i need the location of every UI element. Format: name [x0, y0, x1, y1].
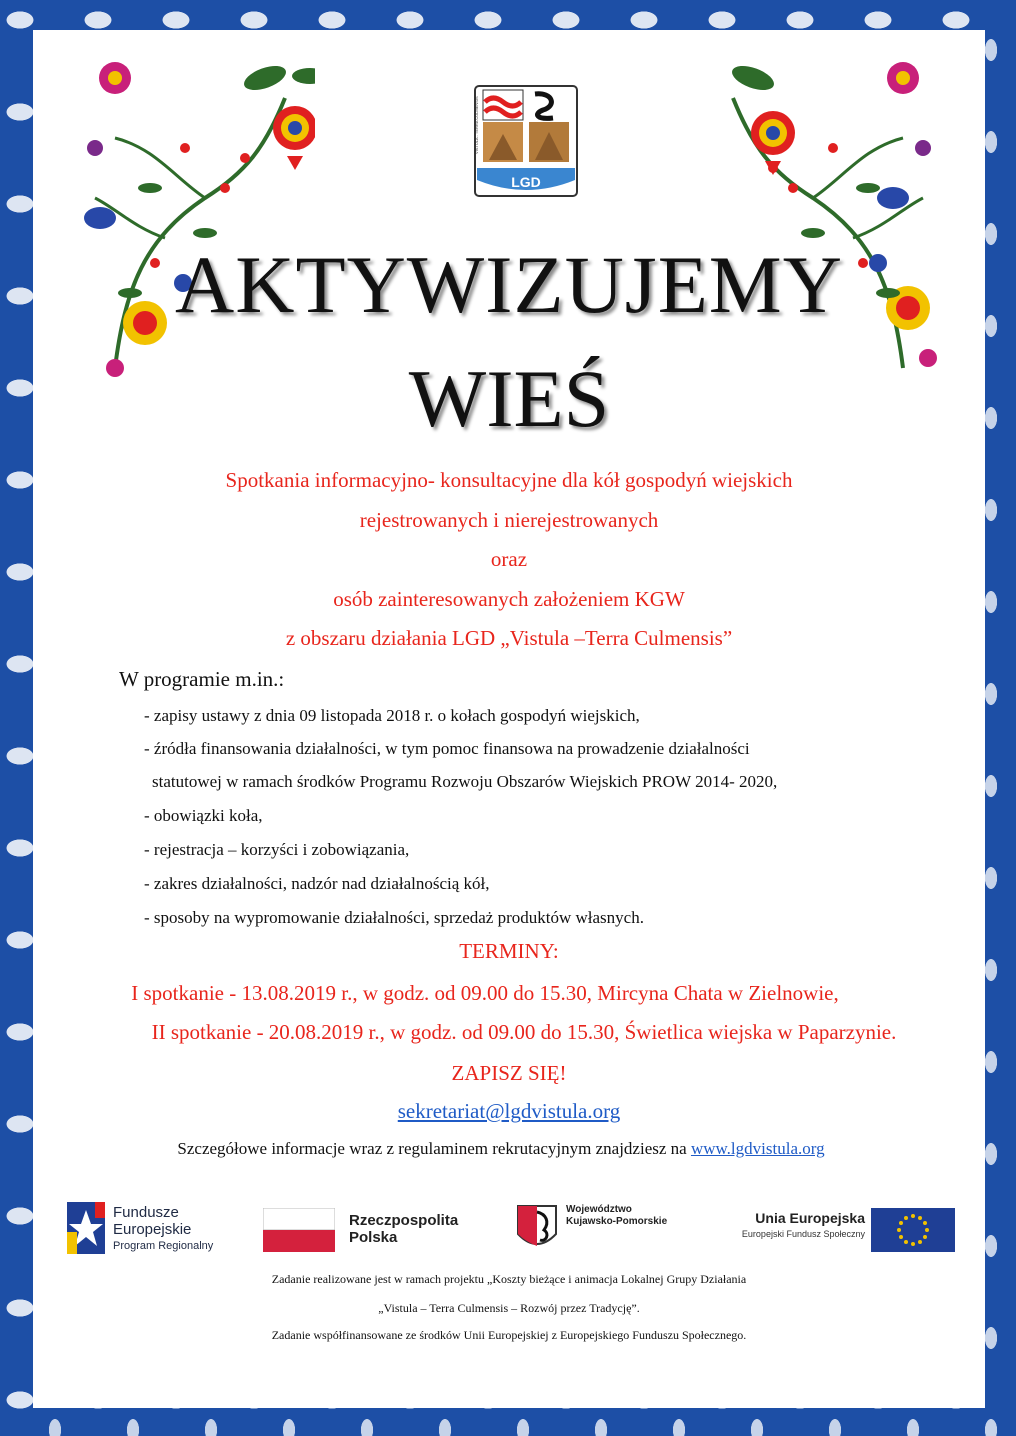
intro-line-5: z obszaru działania LGD „Vistula –Terra Culmensis” — [285, 626, 733, 650]
ue-line-1: Unia Europejska — [755, 1210, 865, 1226]
logo-rzeczpospolita — [263, 1200, 483, 1260]
intro-line-3: oraz — [490, 547, 528, 571]
website-link[interactable]: www.lgdvistula.org — [690, 1139, 825, 1158]
wkp-line-1: Województwo — [566, 1204, 632, 1215]
program-item: - źródła finansowania działalności, w tym pomoc finansowa na prowadzenie działalności — [144, 739, 750, 758]
intro-line-1: Spotkania informacyjno- konsultacyjne dla kół gospodyń wiejskich — [225, 468, 793, 492]
terms-heading: TERMINY: — [459, 939, 559, 963]
poster-sheet — [33, 30, 985, 1408]
polish-flag-icon — [263, 1208, 335, 1252]
program-item: - rejestracja – korzyści i zobowiązania, — [144, 840, 410, 859]
program-item: - zapisy ustawy z dnia 09 listopada 2018 r. o kołach gospodyń wiejskich, — [144, 706, 640, 725]
program-item: statutowej w ramach środków Programu Rozwoju Obszarów Wiejskich PROW 2014- 2020, — [152, 772, 778, 791]
footer-line-1: Zadanie realizowane jest w ramach projektu „Koszty bieżące i animacja Lokalnej Grupy Działania — [271, 1272, 747, 1286]
title-line-2: WIEŚ — [408, 353, 610, 444]
lgd-logo — [473, 84, 579, 198]
rp-line-2: Polska — [349, 1229, 398, 1246]
fe-line-3: Program Regionalny — [113, 1240, 214, 1252]
program-item: - obowiązki koła, — [144, 806, 263, 825]
logo-fundusze-europejskie — [67, 1200, 257, 1260]
meeting-2: II spotkanie - 20.08.2019 r., w godz. od 09.00 do 15.30, Świetlica wiejska w Paparzynie. — [151, 1020, 897, 1044]
email-link[interactable]: sekretariat@lgdvistula.org — [397, 1099, 621, 1123]
logo-unia-europejska — [715, 1200, 955, 1260]
intro-line-2: rejestrowanych i nierejestrowanych — [359, 508, 659, 532]
footer-line-2: „Vistula – Terra Culmensis – Rozwój przez Tradycję”. — [378, 1301, 640, 1315]
fe-line-1: Fundusze — [113, 1204, 179, 1221]
intro-line-4: osób zainteresowanych założeniem KGW — [333, 587, 685, 611]
floral-ornament-right — [703, 38, 963, 388]
details-text: Szczegółowe informacje wraz z regulaminem rekrutacyjnym znajdziesz na — [177, 1139, 691, 1158]
floral-ornament-left — [55, 38, 315, 388]
lgd-logo-side-text: VISTULA - TERRA CULMENSIS — [474, 96, 479, 154]
signup-cta: ZAPISZ SIĘ! — [451, 1061, 567, 1085]
rp-line-1: Rzeczpospolita — [349, 1212, 459, 1229]
lgd-logo-text: LGD — [511, 174, 541, 190]
meeting-1: I spotkanie - 13.08.2019 r., w godz. od 09.00 do 15.30, Mircyna Chata w Zielnowie, — [131, 981, 839, 1005]
program-heading: W programie m.in.: — [119, 667, 285, 691]
footer-line-3: Zadanie współfinansowane ze środków Unii Europejskiej z Europejskiego Funduszu Społecznego. — [271, 1328, 747, 1342]
title-line-1: AKTYWIZUJEMY — [175, 239, 843, 330]
fe-star-icon — [67, 1202, 105, 1254]
details-note — [0, 1139, 1009, 1159]
coat-of-arms-icon — [516, 1204, 558, 1254]
ue-line-2: Europejski Fundusz Społeczny — [741, 1229, 865, 1239]
wkp-line-2: Kujawsko-Pomorskie — [566, 1216, 668, 1227]
program-item: - zakres działalności, nadzór nad działalnością kół, — [144, 874, 490, 893]
program-item: - sposoby na wypromowanie działalności, sprzedaż produktów własnych. — [144, 908, 644, 927]
fe-line-2: Europejskie — [113, 1221, 192, 1238]
eu-flag-icon — [871, 1208, 955, 1252]
logo-kujawsko-pomorskie — [516, 1200, 686, 1260]
